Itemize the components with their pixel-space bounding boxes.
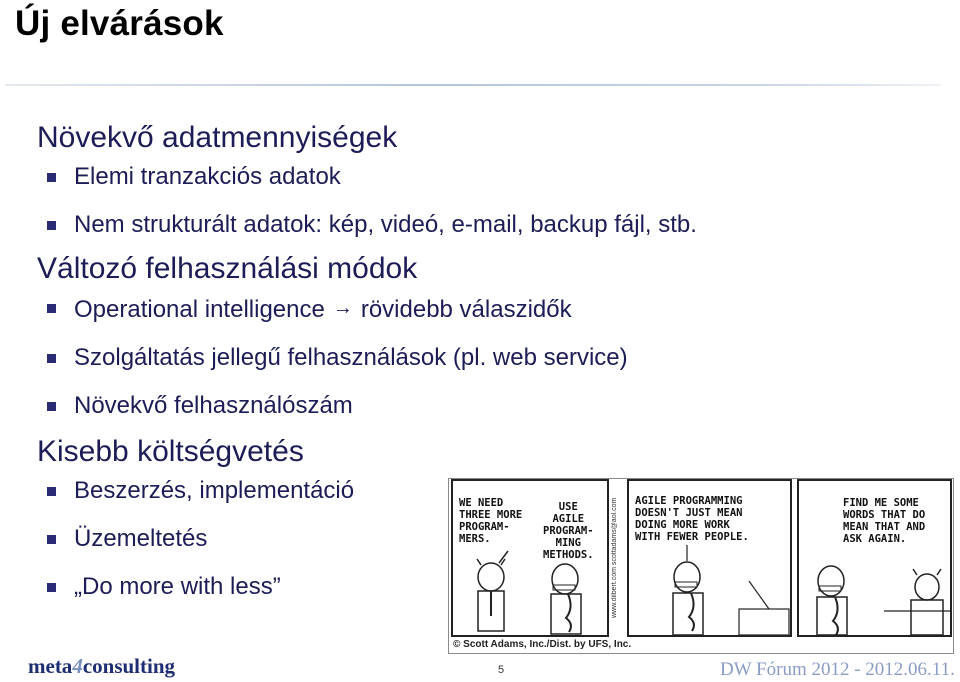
right-arrow-icon: → (332, 297, 353, 319)
list-item-text: Nem strukturált adatok: kép, videó, e-mail, backup fájl, stb. (74, 211, 697, 238)
square-bullet-icon (47, 354, 56, 363)
speech-bubble: USE AGILE PROGRAM- MING METHODS. (543, 501, 594, 561)
square-bullet-icon (47, 173, 56, 182)
list-item-text: „Do more with less” (74, 573, 281, 600)
slide-title: Új elvárások (15, 4, 224, 43)
list-item (37, 390, 937, 422)
square-bullet-icon (47, 487, 56, 496)
speech-bubble: AGILE PROGRAMMING DOESN'T JUST MEAN DOING MORE WORK WITH FEWER PEOPLE. (635, 495, 749, 543)
list-item-text: Üzemeltetés (74, 525, 208, 552)
list-item-text: Elemi tranzakciós adatok (74, 163, 341, 190)
cartoon-panel-2 (627, 479, 792, 637)
list-item (37, 209, 937, 241)
section-heading-budget: Kisebb költségvetés (37, 435, 304, 468)
cartoon-panel-1 (451, 479, 609, 637)
list-item-text: rövidebb válaszidők (360, 296, 572, 323)
list-item (37, 342, 937, 374)
cartoon-side-credit: www.dilbert.com scottadams@aol.com (611, 497, 618, 619)
dilbert-cartoon (448, 478, 954, 654)
list-item-text: Operational intelligence (74, 296, 325, 323)
company-logo: meta4consulting (28, 654, 176, 678)
square-bullet-icon (47, 583, 56, 592)
speech-bubble: FIND ME SOME WORDS THAT DO MEAN THAT AND ASK AGAIN. (843, 497, 926, 545)
square-bullet-icon (47, 402, 56, 411)
list-item (37, 292, 937, 326)
list-item-text: Beszerzés, implementáció (74, 477, 355, 504)
title-divider (5, 84, 941, 86)
cartoon-figures-icon (629, 481, 792, 637)
square-bullet-icon (47, 535, 56, 544)
cartoon-panel-3 (797, 479, 952, 637)
cartoon-credit: © Scott Adams, Inc./Dist. by UFS, Inc. (453, 639, 632, 650)
cartoon-figures-icon (453, 481, 609, 637)
speech-bubble: WE NEED THREE MORE PROGRAM- MERS. (459, 497, 523, 545)
footer-event: DW Fórum 2012 - 2012.06.11. (720, 659, 955, 680)
section-heading-usage: Változó felhasználási módok (37, 252, 418, 285)
list-item-text: Növekvő felhasználószám (74, 392, 353, 419)
square-bullet-icon (47, 221, 56, 230)
list-item (37, 161, 937, 193)
page-number: 5 (498, 664, 505, 676)
cartoon-figures-icon (799, 481, 952, 637)
list-item-text: Szolgáltatás jellegű felhasználások (pl. web service) (74, 344, 628, 371)
section-heading-data-volume: Növekvő adatmennyiségek (37, 121, 398, 154)
square-bullet-icon (47, 304, 56, 313)
